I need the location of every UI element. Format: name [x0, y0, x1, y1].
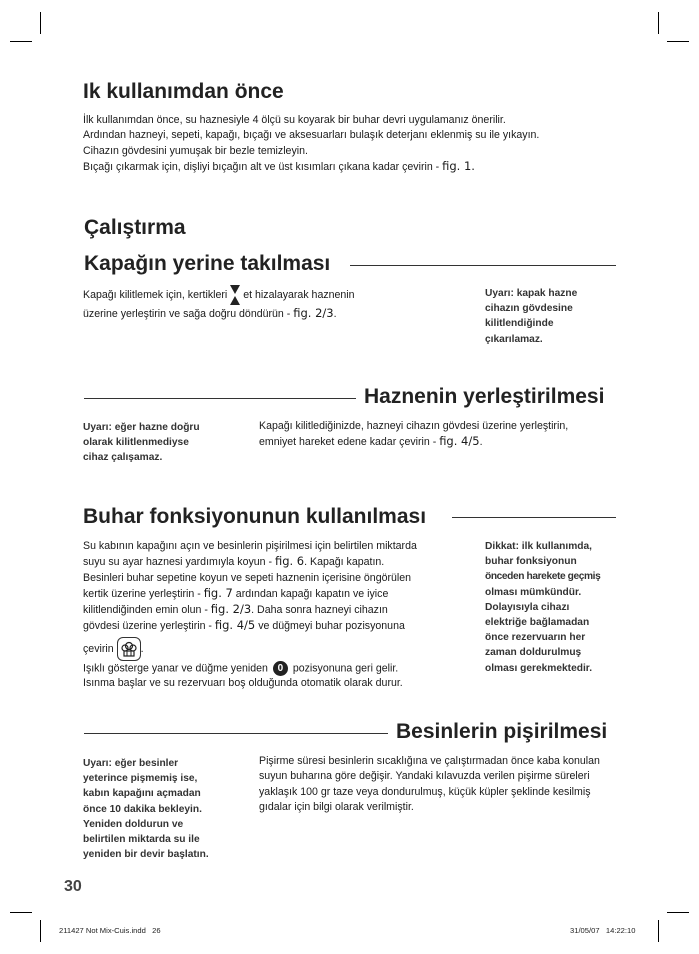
text-span: et hizalayarak haznenin: [243, 288, 355, 301]
cooking-text: [259, 754, 639, 815]
warning-line: çıkarılamaz.: [485, 333, 543, 345]
heading-rule: [452, 517, 616, 518]
section-title-lid-fitting: Kapağın yerine takılması: [84, 252, 331, 275]
bowl-placement-text: [259, 419, 639, 451]
figure-reference: fig. 4/5: [214, 618, 256, 633]
section-title-first-use: Ik kullanımdan önce: [83, 80, 284, 103]
steam-warning: [485, 539, 635, 676]
text-span: ve düğmeyi buhar pozisyonuna: [255, 620, 405, 633]
text-line: [83, 602, 453, 618]
text-span: .: [140, 642, 144, 655]
alignment-arrows-icon: [230, 284, 240, 306]
section-title-cooking-food: Besinlerin pişirilmesi: [396, 720, 608, 743]
warning-line: önce 10 dakika bekleyin.: [83, 803, 202, 815]
figure-reference: fig. 1.: [442, 158, 475, 173]
text-line: [83, 586, 453, 602]
text-span: .: [333, 308, 337, 320]
warning-line: cihazın gövdesine: [485, 303, 573, 315]
warning-line: önce rezervuarın her: [485, 632, 586, 644]
text-line: İlk kullanımdan önce, su haznesiyle 4 ölçü su koyarak bir buhar devri uygulamanız önerilir.: [83, 114, 506, 126]
text-line: [83, 618, 453, 634]
text-span: kertik üzerine yerleştirin -: [83, 587, 204, 600]
text-line: suyun buharına göre değişir. Yandaki kılavuzda verilen pişirme süreleri: [259, 770, 590, 783]
warning-line: belirtilen miktarda su ile: [83, 834, 200, 846]
figure-reference: fig. 7: [203, 585, 233, 600]
warning-line: Dikkat: ilk kullanımda,: [485, 541, 593, 552]
steam-function-text: [83, 539, 453, 692]
text-span: emniyet hareket edene kadar çevirin -: [259, 436, 440, 449]
text-line: Su kabının kapağını açın ve besinlerin pişirilmesi için belirtilen miktarda: [83, 540, 417, 552]
text-span: . Daha sonra hazneyi cihazın: [251, 604, 388, 617]
text-span: kilitlendiğinden emin olun -: [83, 604, 211, 617]
warning-line: cihaz çalışamaz.: [83, 452, 163, 464]
text-line: [83, 554, 453, 570]
text-line: Isınma başlar ve su rezervuarı boş olduğunda otomatik olarak durur.: [83, 677, 403, 690]
warning-line: Uyarı: eğer hazne doğru: [83, 422, 200, 433]
crop-mark: [658, 12, 659, 34]
lid-warning: [485, 286, 625, 347]
warning-line: kilitlendiğinde: [485, 318, 554, 330]
text-line: [83, 661, 453, 677]
text-line: Pişirme süresi besinlerin sıcaklığına ve çalıştırmadan önce kaba konulan: [259, 755, 600, 767]
text-span: Kapağı kilitlemek için, kertikleri: [83, 288, 228, 301]
heading-rule: [84, 733, 388, 734]
figure-reference: fig. 2/3: [293, 306, 334, 320]
text-span: çevirin: [83, 642, 114, 655]
text-span: ardından kapağı kapatın ve iyice: [232, 587, 389, 600]
text-span: .: [479, 436, 483, 449]
crop-mark: [667, 41, 689, 42]
text-line: [83, 284, 413, 306]
text-span: Işıklı gösterge yanar ve düğme yeniden: [83, 662, 268, 675]
heading-rule: [350, 265, 616, 266]
warning-line: yeterince pişmemiş ise,: [83, 773, 198, 785]
text-span: . Kapağı kapatın.: [304, 556, 385, 569]
text-line: [83, 159, 643, 175]
warning-line: olarak kilitlenmediyse: [83, 437, 189, 449]
crop-mark: [667, 912, 689, 913]
footer-timestamp: 31/05/07 14:22:10: [570, 926, 636, 935]
text-line: [83, 306, 413, 322]
text-line: Kapağı kilitlediğinizde, hazneyi cihazın gövdesi üzerine yerleştirin,: [259, 420, 569, 432]
text-line: [83, 637, 453, 661]
text-line: Besinleri buhar sepetine koyun ve sepeti haznenin içerisine öngörülen: [83, 571, 412, 584]
warning-line: olması mümkündür.: [485, 586, 582, 598]
warning-line: Uyarı: kapak hazne: [485, 288, 578, 299]
text-line: Ardından hazneyi, sepeti, kapağı, bıçağı ve aksesuarları bulaşık deterjanı eklenmiş su ile yıkayın.: [83, 129, 540, 142]
text-span: Bıçağı çıkarmak için, dişliyi bıçağın alt ve üst kısımları çıkana kadar çevirin -: [83, 160, 443, 173]
warning-line: elektriğe bağlamadan: [485, 617, 590, 629]
heading-rule: [84, 398, 356, 399]
warning-line: Dolayısıyla cihazı: [485, 601, 570, 613]
figure-reference: fig. 6: [274, 554, 305, 569]
bowl-warning: [83, 420, 243, 466]
text-line: yaklaşık 100 gr taze veya dondurulmuş, küçük küpler şeklinde kesilmiş: [259, 785, 591, 798]
warning-line: olması gerekmektedir.: [485, 662, 593, 674]
crop-mark: [10, 912, 32, 913]
warning-line: önceden harekete geçmiş: [485, 571, 601, 583]
cooking-warning: [83, 756, 248, 862]
warning-line: Yeniden doldurun ve: [83, 818, 184, 830]
page-number: 30: [64, 878, 82, 895]
text-line: gıdalar için bilgi olarak verilmiştir.: [259, 800, 414, 813]
zero-position-icon: 0: [273, 661, 288, 676]
text-span: pozisyonuna geri gelir.: [292, 662, 399, 675]
section-title-steam-function: Buhar fonksiyonunun kullanılması: [83, 505, 427, 528]
steam-position-icon: [117, 637, 141, 661]
figure-reference: fig. 4/5: [439, 434, 480, 449]
crop-mark: [40, 12, 41, 34]
text-span: gövdesi üzerine yerleştirin -: [83, 620, 215, 633]
figure-reference: fig. 2/3: [210, 602, 252, 617]
warning-line: yeniden bir devir başlatın.: [83, 849, 209, 861]
lid-fitting-text: [83, 284, 413, 322]
section-title-operation: Çalıştırma: [84, 216, 186, 239]
text-line: [259, 434, 639, 450]
warning-line: zaman doldurulmuş: [485, 647, 582, 659]
warning-line: Uyarı: eğer besinler: [83, 758, 179, 769]
text-span: suyu su ayar haznesi yardımıyla koyun -: [83, 556, 275, 569]
crop-mark: [658, 920, 659, 942]
warning-line: kabın kapağını açmadan: [83, 788, 201, 800]
warning-line: buhar fonksiyonun: [485, 556, 577, 568]
crop-mark: [10, 41, 32, 42]
footer-file-info: 211427 Not Mix-Cuis.indd 26: [59, 926, 161, 935]
section-first-use-text: [83, 113, 643, 175]
text-span: üzerine yerleştirin ve sağa doğru döndürün -: [83, 308, 294, 320]
section-title-bowl-placement: Haznenin yerleştirilmesi: [364, 385, 605, 408]
crop-mark: [40, 920, 41, 942]
text-line: Cihazın gövdesini yumuşak bir bezle temizleyin.: [83, 144, 308, 157]
